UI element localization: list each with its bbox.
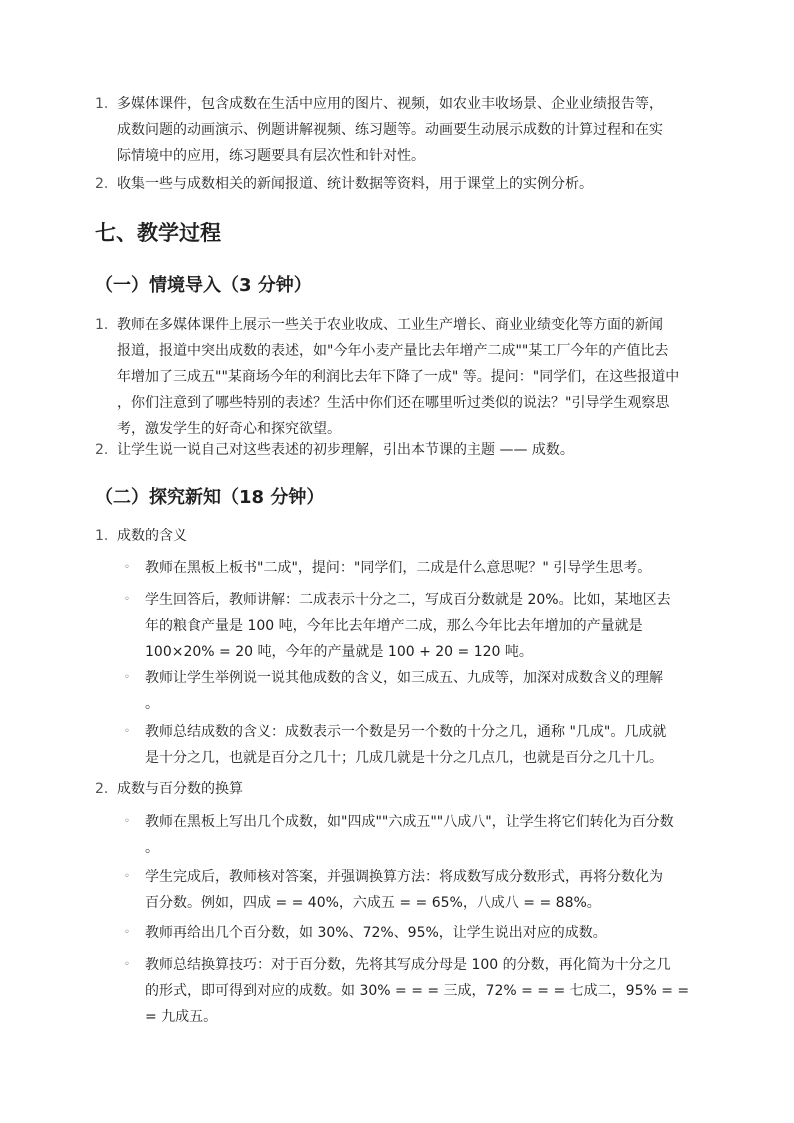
list-item-heading <box>117 523 187 549</box>
list-marker: 1. <box>95 96 109 112</box>
text-line: 教师总结成数的含义：成数表示一个数是另一个数的十分之几，通称 "几成"。几成就 <box>145 724 667 740</box>
text-line: 。 <box>145 840 159 856</box>
text-line: 是十分之几，也就是百分之几十；几成几就是十分之几点几，也就是百分之几十几。 <box>145 750 663 766</box>
list-marker: 1. <box>95 317 109 333</box>
text-line: 100×20% = 20 吨，今年的产量就是 100 + 20 = 120 吨。 <box>145 644 533 660</box>
text-line: 教师在黑板上板书"二成"，提问："同学们，二成是什么意思呢？" 引导学生思考。 <box>145 560 652 576</box>
bullet-marker: ◦ <box>124 672 130 683</box>
text-line: = 九成五。 <box>145 1009 218 1025</box>
text-line: 教师总结换算技巧：对于百分数，先将其写成分母是 100 的分数，再化简为十分之几 <box>145 957 671 973</box>
text-line: 报道，报道中突出成数的表述，如"今年小麦产量比去年增产二成""某工厂今年的产值比去 <box>117 343 669 359</box>
text-line: 教师在黑板上写出几个成数，如"四成""六成五""八成八"，让学生将它们转化为百分数 <box>145 814 674 830</box>
subsection-heading: （二）探究新知（18 分钟） <box>95 487 325 508</box>
text-line: 百分数。例如，四成 = = 40%，六成五 = = 65%，八成八 = = 88%。 <box>145 895 601 911</box>
bullet-item <box>145 864 663 916</box>
text-line: 收集一些与成数相关的新闻报道、统计数据等资料，用于课堂上的实例分析。 <box>117 176 593 192</box>
bullet-item <box>145 587 671 665</box>
text-line: 成数的含义 <box>117 528 187 544</box>
bullet-marker: ◦ <box>124 816 130 827</box>
text-line: 教师在多媒体课件上展示一些关于农业收成、工业生产增长、商业业绩变化等方面的新闻 <box>117 317 663 333</box>
bullet-item <box>145 920 607 946</box>
text-line: 际情境中的应用，练习题要具有层次性和针对性。 <box>117 148 425 164</box>
bullet-item <box>145 809 674 861</box>
bullet-item <box>145 555 651 581</box>
text-line: 成数与百分数的换算 <box>117 781 243 797</box>
subsection-heading: （一）情境导入（3 分钟） <box>95 275 312 296</box>
text-line: 学生回答后，教师讲解：二成表示十分之二，写成百分数就是 20%。比如，某地区去 <box>145 592 671 608</box>
list-marker: 2. <box>95 442 109 458</box>
list-item <box>117 312 679 442</box>
text-line: 。 <box>145 696 159 712</box>
text-line: 年的粮食产量是 100 吨，今年比去年增产二成，那么今年比去年增加的产量就是 <box>145 618 643 634</box>
text-line: 让学生说一说自己对这些表述的初步理解，引出本节课的主题 —— 成数。 <box>117 442 574 458</box>
list-marker: 1. <box>95 528 109 544</box>
list-item-heading <box>117 776 243 802</box>
list-item <box>117 171 593 197</box>
text-line: 考，激发学生的好奇心和探究欲望。 <box>117 421 341 437</box>
bullet-marker: ◦ <box>124 871 130 882</box>
bullet-item <box>145 952 689 1030</box>
text-line: 成数问题的动画演示、例题讲解视频、练习题等。动画要生动展示成数的计算过程和在实 <box>117 122 663 138</box>
bullet-marker: ◦ <box>124 927 130 938</box>
bullet-marker: ◦ <box>124 959 130 970</box>
list-item <box>117 437 574 463</box>
text-line: 教师再给出几个百分数，如 30%、72%、95%，让学生说出对应的成数。 <box>145 925 607 941</box>
bullet-item <box>145 719 666 771</box>
bullet-marker: ◦ <box>124 726 130 737</box>
text-line: ，你们注意到了哪些特别的表述？生活中你们还在哪里听过类似的说法？"引导学生观察思 <box>117 395 670 411</box>
text-line: 学生完成后，教师核对答案，并强调换算方法：将成数写成分数形式，再将分数化为 <box>145 869 663 885</box>
section-heading: 七、教学过程 <box>95 221 221 245</box>
bullet-item <box>145 665 663 717</box>
list-marker: 2. <box>95 176 109 192</box>
list-item <box>117 91 663 169</box>
text-line: 教师让学生举例说一说其他成数的含义，如三成五、九成等，加深对成数含义的理解 <box>145 670 663 686</box>
bullet-marker: ◦ <box>124 594 130 605</box>
text-line: 多媒体课件，包含成数在生活中应用的图片、视频，如农业丰收场景、企业业绩报告等， <box>117 96 663 112</box>
list-marker: 2. <box>95 781 109 797</box>
bullet-marker: ◦ <box>124 562 130 573</box>
text-line: 的形式，即可得到对应的成数。如 30% = = = 三成，72% = = = 七成二，95% = = <box>145 983 690 999</box>
text-line: 年增加了三成五""某商场今年的利润比去年下降了一成" 等。提问："同学们，在这些报道中 <box>117 369 680 385</box>
